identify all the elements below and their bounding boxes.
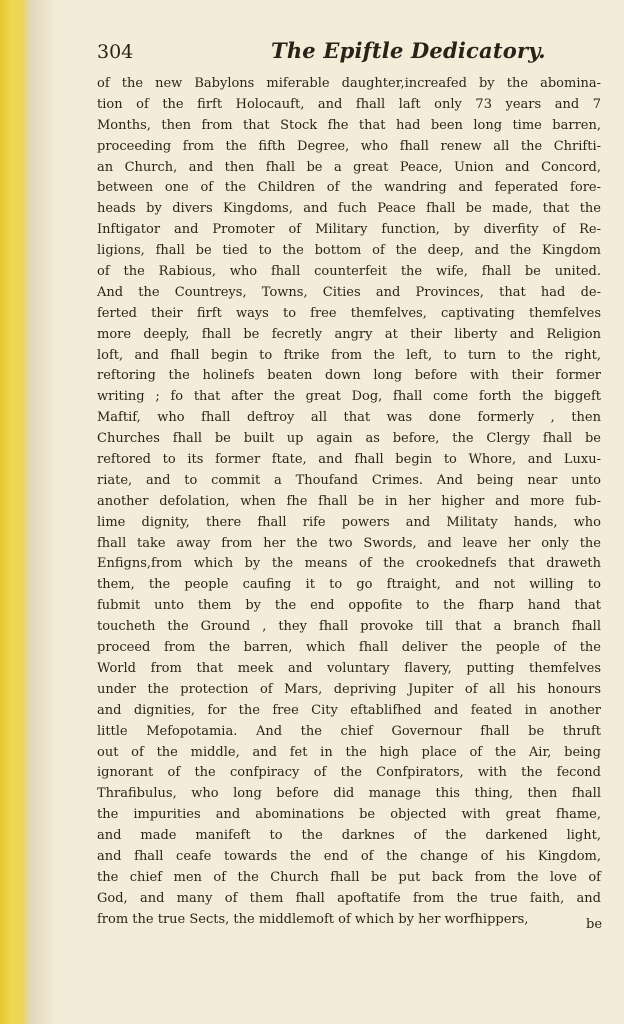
text-line: And the Countreys, Towns, Cities and Provinces, that had de- xyxy=(97,284,601,300)
text-line: Enfigns,from which by the means of the crookednefs that draweth xyxy=(97,556,601,572)
text-line: Maftif, who fhall deftroy all that was done formerly , then xyxy=(97,410,601,426)
body-text xyxy=(97,74,601,931)
catchword: be xyxy=(586,917,603,932)
text-line: Churches fhall be built up again as before, the Clergy fhall be xyxy=(97,431,601,447)
text-line: the impurities and abominations be objected with great fhame, xyxy=(97,807,601,823)
text-line: tion of the firft Holocauft, and fhall laft only 73 years and 7 xyxy=(97,96,601,112)
text-line: and fhall ceafe towards the end of the change of his Kingdom, xyxy=(97,848,601,864)
text-line: reftoring the holinefs beaten down long before with their former xyxy=(97,368,601,384)
text-line: them, the people caufing it to go ftraight, and not willing to xyxy=(97,577,601,593)
page-edge xyxy=(0,0,30,1024)
text-line: and made manifeft to the darknes of the darkened light, xyxy=(97,828,601,844)
page-number: 304 xyxy=(97,41,134,63)
text-line: of the new Babylons miferable daughter,increafed by the abomina- xyxy=(97,76,601,91)
text-line: riate, and to commit a Thoufand Crimes. And being near unto xyxy=(97,472,601,488)
gutter-shadow xyxy=(30,0,56,1024)
text-line: ligions, fhall be tied to the bottom of the deep, and the Kingdom xyxy=(97,243,601,259)
text-line: between one of the Children of the wandring and feperated fore- xyxy=(97,180,601,196)
text-line: proceeding from the fifth Degree, who fhall renew all the Chrifti- xyxy=(97,138,601,154)
text-line: out of the middle, and fet in the high place of the Air, being xyxy=(97,744,601,760)
page-header xyxy=(97,38,607,72)
text-line: and dignities, for the free City eftablifhed and feated in another xyxy=(97,702,601,718)
text-line: of the Rabious, who fhall counterfeit the wife, fhall be united. xyxy=(97,264,601,280)
text-line: from the true Sects, the middlemoft of which by her worfhippers, xyxy=(97,911,529,927)
text-line: heads by divers Kingdoms, and fuch Peace fhall be made, that the xyxy=(97,201,601,217)
text-line: fhall take away from her the two Swords, and leave her only the xyxy=(97,535,601,551)
text-line: proceed from the barren, which fhall deliver the people of the xyxy=(97,640,601,656)
text-line: God, and many of them fhall apoftatife from the true faith, and xyxy=(97,890,601,906)
running-head: The Epiftle Dedicatory. xyxy=(271,38,546,63)
text-line: fubmit unto them by the end oppofite to the fharp hand that xyxy=(97,598,601,614)
text-line: little Mefopotamia. And the chief Governour fhall be thruft xyxy=(97,723,601,739)
text-line: ignorant of the confpiracy of the Confpirators, with the fecond xyxy=(97,765,601,781)
text-line: more deeply, fhall be fecretly angry at their liberty and Religion xyxy=(97,326,601,342)
text-line: another defolation, when fhe fhall be in her higher and more fub- xyxy=(97,493,601,509)
text-line: under the protection of Mars, depriving Jupiter of all his honours xyxy=(97,681,601,697)
text-line: Thrafibulus, who long before did manage this thing, then fhall xyxy=(97,786,601,802)
text-line: Inftigator and Promoter of Military function, by diverfity of Re- xyxy=(97,222,601,238)
text-line: an Church, and then fhall be a great Peace, Union and Concord, xyxy=(97,159,601,175)
text-line: the chief men of the Church fhall be put back from the love of xyxy=(97,869,601,885)
text-line: lime dignity, there fhall rife powers and Militaty hands, who xyxy=(97,514,601,530)
text-line: toucheth the Ground , they fhall provoke till that a branch fhall xyxy=(97,619,601,635)
text-line: writing ; fo that after the great Dog, fhall come forth the biggeft xyxy=(97,389,601,405)
text-line: loft, and fhall begin to ftrike from the left, to turn to the right, xyxy=(97,347,601,363)
text-line: World from that meek and voluntary flavery, putting themfelves xyxy=(97,660,601,676)
text-line: Months, then from that Stock fhe that had been long time barren, xyxy=(97,117,601,133)
text-line: reftored to its former ftate, and fhall begin to Whore, and Luxu- xyxy=(97,452,601,468)
text-line: ferted their firft ways to free themfelves, captivating themfelves xyxy=(97,305,601,321)
